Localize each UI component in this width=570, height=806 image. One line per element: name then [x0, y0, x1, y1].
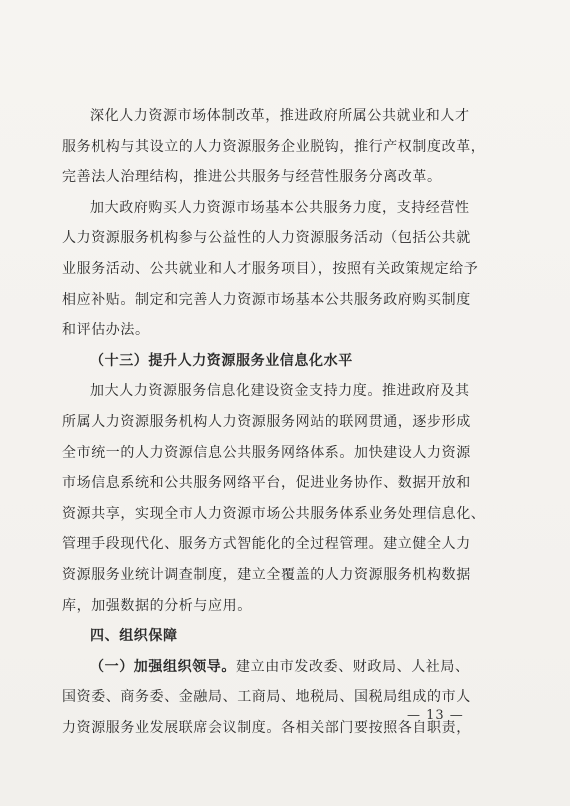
paragraph-3-line-3: 全市统一的人力资源信息公共服务网络体系。加快建设人力资源 — [62, 444, 471, 461]
section-heading-13: （十三）提升人力资源服务业信息化水平 — [90, 352, 353, 369]
paragraph-4-line-2: 国资委、商务委、金融局、工商局、地税局、国税局组成的市人 — [62, 689, 471, 706]
paragraph-4-line-1 — [62, 652, 482, 683]
paragraph-3-line-7: 资源服务业统计调查制度，建立全覆盖的人力资源服务机构数据 — [62, 566, 471, 583]
paragraph-2-line-3: 业服务活动、公共就业和人才服务项目），按照有关政策规定给予 — [62, 260, 479, 277]
paragraph-3-line-5: 资源共享，实现全市人力资源市场公共服务体系业务处理信息化、 — [62, 505, 486, 522]
document-body — [62, 101, 486, 743]
paragraph-3-line-8: 库，加强数据的分析与应用。 — [62, 597, 252, 614]
paragraph-1-line-1: 深化人力资源市场体制改革，推进政府所属公共就业和人才 — [90, 108, 470, 124]
paragraph-4-lead: （一）加强组织领导。 — [90, 658, 236, 675]
paragraph-3-line-4: 市场信息系统和公共服务网络平台，促进业务协作、数据开放和 — [62, 475, 471, 492]
paragraph-3-line-6: 管理手段现代化、服务方式智能化的全过程管理。建立健全人力 — [62, 536, 471, 553]
paragraph-3-line-2: 所属人力资源服务机构人力资源服务网站的联网贯通，逐步形成 — [62, 413, 471, 430]
paragraph-2-line-2: 人力资源服务机构参与公益性的人力资源服务活动（包括公共就 — [62, 230, 471, 247]
paragraph-4-line-1-text: 建立由市发改委、财政局、人社局、 — [236, 658, 470, 675]
chapter-heading-4: 四、组织保障 — [90, 628, 178, 645]
paragraph-1-line-2: 服务机构与其设立的人力资源服务企业脱钩，推行产权制度改革， — [62, 138, 486, 155]
paragraph-2-line-5: 和评估办法。 — [62, 322, 150, 339]
paragraph-1-line-3: 完善法人治理结构，推进公共服务与经营性服务分离改革。 — [62, 169, 442, 186]
page-number: — 13 — — [407, 708, 464, 723]
paragraph-3-line-1: 加大人力资源服务信息化建设资金支持力度。推进政府及其 — [90, 383, 470, 400]
paragraph-2-line-4: 相应补贴。制定和完善人力资源市场基本公共服务政府购买制度 — [62, 291, 471, 308]
paragraph-4-line-3: 力资源服务业发展联席会议制度。各相关部门要按照各自职责， — [62, 719, 471, 736]
paragraph-2-line-1: 加大政府购买人力资源市场基本公共服务力度，支持经营性 — [90, 199, 470, 216]
